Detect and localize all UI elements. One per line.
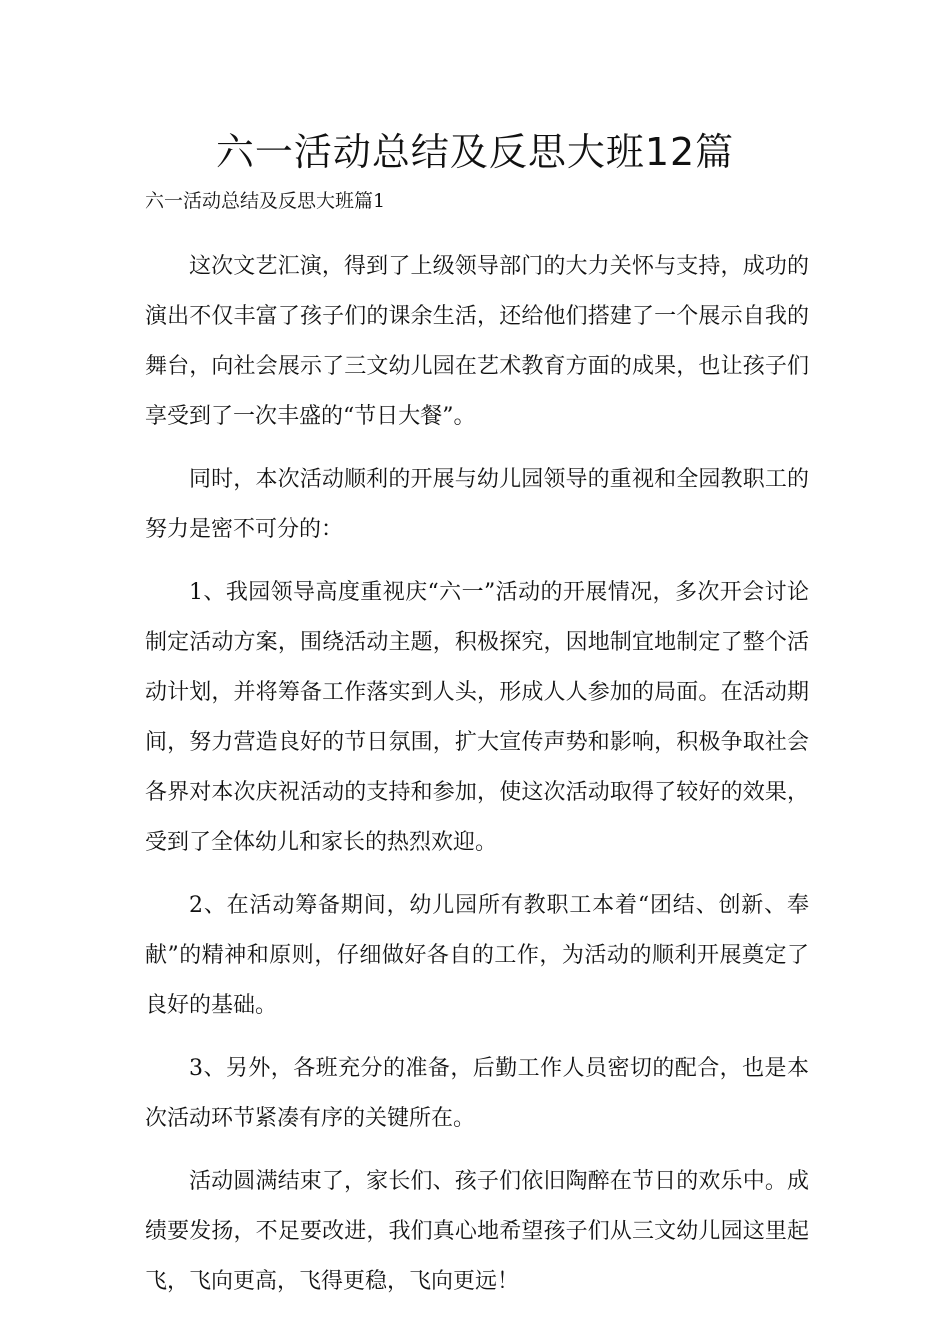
document-body [145,186,809,1307]
paragraph-point-1: 1、我园领导高度重视庆“六一”活动的开展情况，多次开会讨论制定活动方案，围绕活动主题，积极探究，因地制宜地制定了整个活动计划，并将筹备工作落实到人头，形成人人参加的局面。在活动期间，努力营造良好的节日氛围，扩大宣传声势和影响，积极争取社会各界对本次庆祝活动的支持和参加，使这次活动取得了较好的效果，受到了全体幼儿和家长的热烈欢迎。 [145,580,809,855]
paragraph-point-3: 3、另外，各班充分的准备，后勤工作人员密切的配合，也是本次活动环节紧凑有序的关键所在。 [145,1056,809,1131]
paragraph-conclusion: 活动圆满结束了，家长们、孩子们依旧陶醉在节日的欢乐中。成绩要发扬，不足要改进，我们真心地希望孩子们从三文幼儿园这里起飞，飞向更高，飞得更稳，飞向更远！ [145,1169,809,1294]
paragraph-intro: 这次文艺汇演，得到了上级领导部门的大力关怀与支持，成功的演出不仅丰富了孩子们的课余生活，还给他们搭建了一个展示自我的舞台，向社会展示了三文幼儿园在艺术教育方面的成果，也让孩子们享受到了一次丰盛的“节日大餐”。 [145,254,809,429]
paragraph-point-2: 2、在活动筹备期间，幼儿园所有教职工本着“团结、创新、奉献”的精神和原则，仔细做好各自的工作，为活动的顺利开展奠定了良好的基础。 [145,893,809,1018]
document-title: 六一活动总结及反思大班12篇 [215,130,735,174]
paragraph-acknowledgement: 同时，本次活动顺利的开展与幼儿园领导的重视和全园教职工的努力是密不可分的： [145,467,809,542]
section-heading: 六一活动总结及反思大班篇1 [145,190,386,212]
